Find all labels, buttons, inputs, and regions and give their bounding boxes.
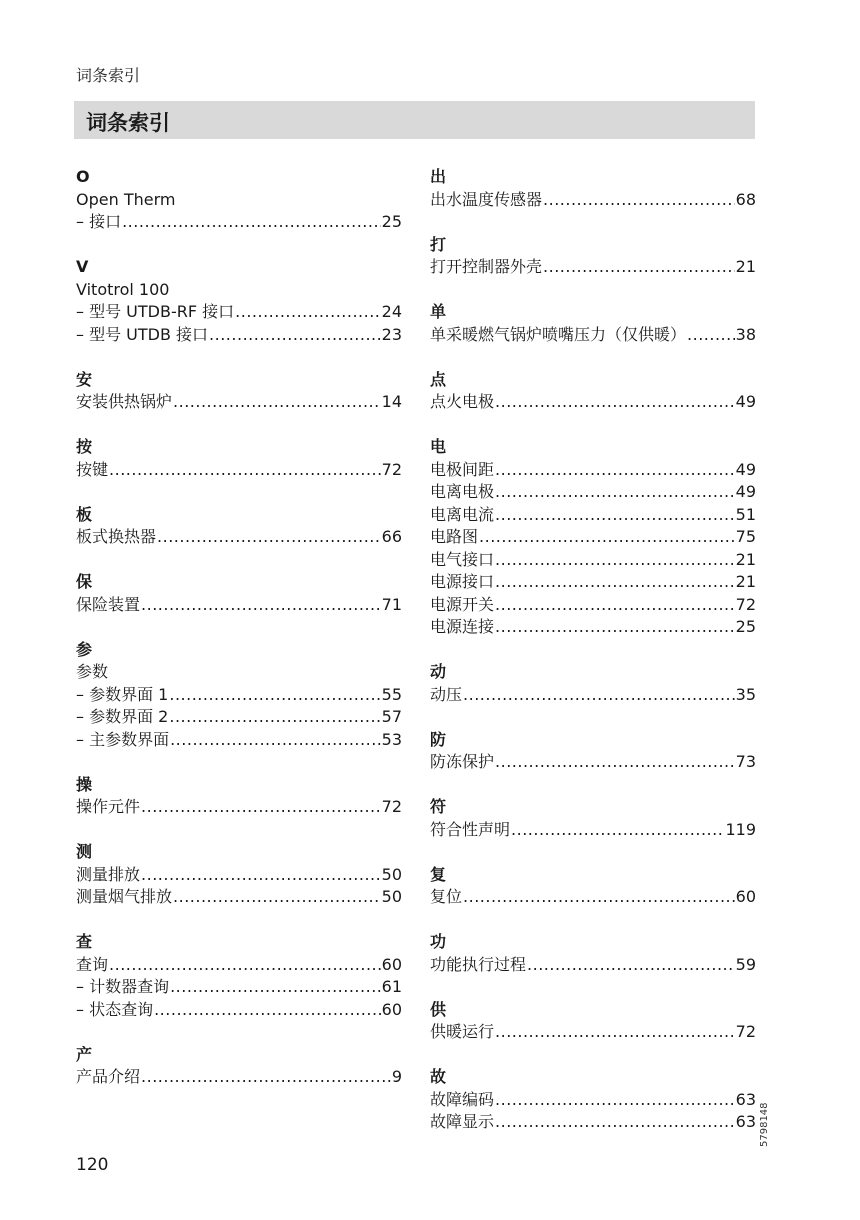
- index-entry: [430, 504, 756, 527]
- index-entry-page: 63: [735, 1089, 756, 1109]
- index-group: [76, 369, 402, 414]
- index-entry-label: 查询: [76, 954, 109, 974]
- dot-leader: [495, 481, 735, 504]
- index-group: [76, 1044, 402, 1089]
- index-group: [76, 571, 402, 616]
- dot-leader: [495, 751, 735, 774]
- index-entry-label: 测量烟气排放: [76, 887, 173, 906]
- index-entry-page: 68: [735, 189, 756, 209]
- index-entry-page: 51: [735, 504, 756, 524]
- index-entry-page: 38: [735, 324, 756, 344]
- index-entry: [76, 211, 402, 234]
- index-entry: [430, 594, 756, 617]
- index-group: [430, 864, 756, 909]
- index-entry-label: 单采暖燃气锅炉喷嘴压力（仅供暖）: [430, 324, 687, 344]
- index-entry: [76, 1066, 402, 1089]
- index-entry-label: 保险装置: [76, 594, 141, 614]
- index-entry-page: 72: [381, 797, 402, 816]
- index-entry-label: 出水温度传感器: [430, 189, 543, 209]
- index-entry-page: 72: [735, 594, 756, 614]
- index-column-right: [430, 166, 756, 1156]
- index-group: [76, 931, 402, 1021]
- index-column-left: [76, 166, 402, 1111]
- index-entry: [76, 999, 402, 1022]
- index-entry-page: 119: [725, 819, 756, 839]
- index-entry-label: – 型号 UTDB 接口: [76, 324, 209, 344]
- index-group-heading: 产: [76, 1044, 93, 1064]
- index-entry-page: 35: [735, 684, 756, 704]
- index-group: [76, 256, 402, 346]
- index-group-heading: 符: [430, 797, 447, 816]
- index-entry: [430, 526, 756, 549]
- index-entry: [76, 189, 402, 212]
- dot-leader: [173, 391, 381, 414]
- dot-leader: [141, 594, 381, 617]
- index-entry-page: 61: [381, 977, 402, 996]
- index-entry-page: 23: [381, 324, 402, 344]
- dot-leader: [209, 324, 381, 347]
- index-group-heading: 动: [430, 662, 447, 681]
- index-group-heading: 防: [430, 729, 447, 749]
- dot-leader: [235, 301, 381, 324]
- index-entry: [430, 886, 756, 909]
- dot-leader: [169, 684, 380, 707]
- dot-leader: [495, 616, 735, 639]
- index-group-heading: O: [76, 167, 90, 186]
- dot-leader: [109, 459, 381, 482]
- index-entry: [430, 549, 756, 572]
- dot-leader: [495, 571, 735, 594]
- index-entry-page: 21: [735, 572, 756, 591]
- dot-leader: [495, 1021, 735, 1044]
- index-entry: [76, 279, 402, 302]
- index-entry-page: 60: [381, 999, 402, 1019]
- index-group-heading: 操: [76, 774, 93, 794]
- index-entry-label: 点火电极: [430, 392, 495, 411]
- dot-leader: [170, 976, 381, 999]
- index-entry: [76, 796, 402, 819]
- index-entry-label: 电源接口: [430, 572, 495, 591]
- index-group: [76, 504, 402, 549]
- dot-leader: [687, 324, 735, 347]
- index-entry: [430, 459, 756, 482]
- index-entry-label: Vitotrol 100: [76, 279, 170, 299]
- index-entry-label: 电离电流: [430, 504, 495, 524]
- index-entry-label: 操作元件: [76, 797, 141, 816]
- dot-leader: [543, 256, 735, 279]
- index-entry: [76, 301, 402, 324]
- dot-leader: [543, 189, 735, 212]
- dot-leader: [109, 954, 381, 977]
- index-group-heading: 打: [430, 234, 447, 254]
- running-header: 词条索引: [76, 66, 141, 85]
- dot-leader: [495, 1089, 735, 1112]
- dot-leader: [141, 796, 381, 819]
- dot-leader: [141, 1066, 391, 1089]
- index-entry-page: 57: [381, 707, 402, 726]
- index-entry-label: 电极间距: [430, 459, 495, 479]
- index-entry-label: 电路图: [430, 527, 479, 546]
- index-entry: [76, 729, 402, 752]
- index-entry-page: 49: [735, 482, 756, 501]
- dot-leader: [154, 999, 381, 1022]
- index-entry-page: 50: [381, 864, 402, 884]
- index-entry-label: 产品介绍: [76, 1067, 141, 1086]
- dot-leader: [495, 1111, 735, 1134]
- dot-leader: [173, 886, 381, 909]
- index-group-heading: 参: [76, 639, 93, 659]
- index-entry-label: 动压: [430, 684, 463, 704]
- index-group: [76, 436, 402, 481]
- index-group-heading: 故: [430, 1067, 447, 1086]
- index-entry: [76, 594, 402, 617]
- index-entry-page: 66: [381, 527, 402, 546]
- index-group-heading: 点: [430, 369, 447, 389]
- index-entry: [76, 886, 402, 909]
- index-group: [430, 301, 756, 346]
- index-entry: [430, 189, 756, 212]
- dot-leader: [495, 391, 735, 414]
- index-entry-page: 55: [381, 684, 402, 704]
- index-entry-label: – 主参数界面: [76, 729, 170, 749]
- index-entry-label: – 接口: [76, 212, 122, 231]
- index-entry-label: 参数: [76, 662, 109, 681]
- index-entry-label: 故障显示: [430, 1112, 495, 1131]
- index-entry: [430, 324, 756, 347]
- dot-leader: [157, 526, 381, 549]
- index-group-heading: 测: [76, 842, 93, 861]
- title-bar: [74, 101, 755, 139]
- dot-leader: [479, 526, 735, 549]
- index-group-heading: 安: [76, 369, 93, 389]
- index-entry-label: – 状态查询: [76, 999, 154, 1019]
- index-group: [430, 234, 756, 279]
- index-entry-page: 49: [735, 459, 756, 479]
- index-entry-label: 电源连接: [430, 617, 495, 636]
- dot-leader: [169, 706, 380, 729]
- dot-leader: [495, 504, 735, 527]
- index-group: [430, 999, 756, 1044]
- index-entry-page: 25: [735, 617, 756, 636]
- index-entry-page: 73: [735, 752, 756, 771]
- index-entry-page: 49: [735, 392, 756, 411]
- index-entry: [76, 954, 402, 977]
- index-entry-page: 75: [735, 527, 756, 546]
- index-entry: [430, 256, 756, 279]
- index-entry: [430, 954, 756, 977]
- index-entry-page: 72: [381, 459, 402, 479]
- index-group: [76, 841, 402, 909]
- index-entry-page: 25: [381, 212, 402, 231]
- index-entry-page: 72: [735, 1022, 756, 1041]
- index-group-heading: 查: [76, 932, 93, 951]
- index-entry-label: 电源开关: [430, 594, 495, 614]
- index-entry: [430, 684, 756, 707]
- index-entry: [430, 1021, 756, 1044]
- index-group: [430, 931, 756, 976]
- index-entry: [430, 1111, 756, 1134]
- index-group: [76, 639, 402, 752]
- dot-leader: [122, 211, 381, 234]
- index-entry-page: 50: [381, 887, 402, 906]
- index-entry-label: 安装供热锅炉: [76, 392, 173, 411]
- index-entry: [430, 751, 756, 774]
- index-group: [430, 796, 756, 841]
- index-entry-label: – 型号 UTDB-RF 接口: [76, 302, 235, 321]
- index-entry-page: 53: [381, 729, 402, 749]
- index-group-heading: 出: [430, 167, 447, 186]
- index-entry-label: – 参数界面 1: [76, 684, 169, 704]
- index-entry-label: 按键: [76, 459, 109, 479]
- page-number: 120: [76, 1155, 109, 1175]
- index-group: [430, 1066, 756, 1134]
- index-entry: [430, 819, 756, 842]
- dot-leader: [463, 684, 735, 707]
- index-entry-page: 60: [381, 954, 402, 974]
- index-entry: [76, 459, 402, 482]
- index-group-heading: 板: [76, 504, 93, 524]
- index-group: [430, 661, 756, 706]
- index-entry: [430, 571, 756, 594]
- index-group: [430, 166, 756, 211]
- index-entry-page: 60: [735, 887, 756, 906]
- index-entry: [76, 391, 402, 414]
- index-group: [76, 166, 402, 234]
- index-entry-label: 功能执行过程: [430, 954, 527, 974]
- index-group-heading: 电: [430, 437, 447, 456]
- index-entry-label: 测量排放: [76, 864, 141, 884]
- index-group: [430, 729, 756, 774]
- index-entry-label: 防冻保护: [430, 752, 495, 771]
- index-group: [76, 774, 402, 819]
- index-group-heading: 单: [430, 302, 447, 321]
- index-group-heading: V: [76, 257, 89, 276]
- document-code: 5798148: [759, 1102, 770, 1147]
- dot-leader: [495, 549, 735, 572]
- dot-leader: [463, 886, 735, 909]
- dot-leader: [495, 459, 735, 482]
- index-group: [430, 436, 756, 639]
- index-entry: [430, 391, 756, 414]
- index-group: [430, 369, 756, 414]
- index-entry-page: 71: [381, 594, 402, 614]
- index-entry: [76, 526, 402, 549]
- index-entry: [430, 1089, 756, 1112]
- index-group-heading: 供: [430, 999, 447, 1019]
- index-entry-label: 符合性声明: [430, 819, 511, 839]
- index-group-heading: 功: [430, 932, 447, 951]
- index-group-heading: 按: [76, 437, 93, 456]
- dot-leader: [511, 819, 724, 842]
- index-entry: [76, 976, 402, 999]
- index-entry-label: – 参数界面 2: [76, 707, 169, 726]
- index-entry-label: – 计数器查询: [76, 977, 170, 996]
- index-entry-page: 24: [381, 302, 402, 321]
- index-entry-label: 打开控制器外壳: [430, 257, 543, 276]
- index-entry-label: 供暖运行: [430, 1022, 495, 1041]
- index-entry-page: 9: [391, 1067, 402, 1086]
- index-entry: [430, 481, 756, 504]
- dot-leader: [527, 954, 735, 977]
- dot-leader: [141, 864, 381, 887]
- page-title: 词条索引: [86, 111, 170, 135]
- index-entry-label: 复位: [430, 887, 463, 906]
- index-entry: [76, 661, 402, 684]
- index-entry: [76, 706, 402, 729]
- index-entry-page: 59: [735, 954, 756, 974]
- index-entry-label: 板式换热器: [76, 527, 157, 546]
- index-entry-label: 故障编码: [430, 1089, 495, 1109]
- index-entry-page: 21: [735, 257, 756, 276]
- index-group-heading: 保: [76, 572, 93, 591]
- index-entry-page: 21: [735, 549, 756, 569]
- index-entry-label: Open Therm: [76, 189, 176, 209]
- index-entry: [76, 684, 402, 707]
- index-entry-page: 14: [381, 392, 402, 411]
- dot-leader: [170, 729, 381, 752]
- index-entry: [430, 616, 756, 639]
- index-group-heading: 复: [430, 864, 447, 884]
- index-entry: [76, 324, 402, 347]
- index-entry-label: 电气接口: [430, 549, 495, 569]
- index-entry-label: 电离电极: [430, 482, 495, 501]
- index-entry-page: 63: [735, 1112, 756, 1131]
- dot-leader: [495, 594, 735, 617]
- index-entry: [76, 864, 402, 887]
